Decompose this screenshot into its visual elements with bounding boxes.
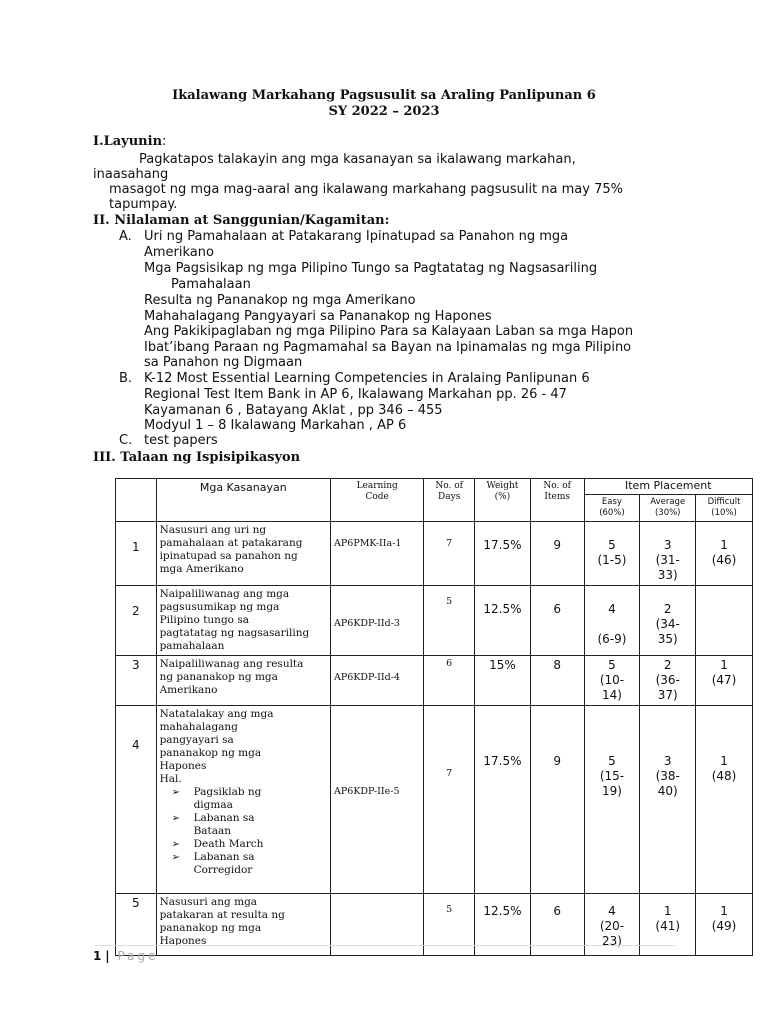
average-line: 35)	[657, 632, 678, 646]
row-days: 5	[424, 894, 475, 956]
row-difficult	[696, 656, 753, 706]
list-label-a: A.	[119, 229, 132, 244]
row-days: 7	[424, 706, 475, 894]
row-difficult	[696, 894, 753, 956]
header-days-line2: Days	[438, 492, 461, 502]
row-number: 4	[116, 706, 157, 894]
average-line: 2	[663, 658, 672, 672]
kasanayan-line: Nasusuri ang mga	[159, 896, 258, 908]
kasanayan-line: pananakop ng mga	[159, 747, 262, 759]
row-items: 9	[530, 522, 584, 586]
row-average	[640, 522, 696, 586]
kasanayan-bullet-item	[172, 851, 327, 877]
bullet-line: Labanan sa	[193, 812, 255, 824]
a-item-2-cont: Pamahalaan	[171, 277, 251, 292]
row-kasanayan	[156, 656, 330, 706]
row-easy	[584, 586, 640, 656]
kasanayan-line: Natatalakay ang mga	[159, 708, 274, 720]
row-easy	[584, 894, 640, 956]
easy-line: 14)	[601, 688, 622, 702]
specification-table	[115, 478, 753, 956]
header-difficult-line1: Difficult	[707, 497, 741, 507]
a-item-2: Mga Pagsisikap ng mga Pilipino Tungo sa Pagtatatag ng Nagsasariling	[144, 261, 598, 276]
easy-line: (20-	[599, 919, 625, 933]
row-number: 2	[116, 586, 157, 656]
arrow-bullet-icon: ➢	[171, 787, 180, 798]
easy-line: 5	[608, 658, 616, 672]
difficult-line: (46)	[711, 553, 737, 567]
arrow-bullet-icon: ➢	[171, 852, 180, 863]
c-item: test papers	[144, 433, 218, 448]
b-item-2: Regional Test Item Bank in AP 6, Ikalawang Markahan pp. 26 - 47	[144, 387, 567, 402]
bullet-line: Bataan	[193, 825, 232, 837]
header-weight-line2: (%)	[494, 492, 511, 502]
layunin-colon: :	[162, 134, 167, 149]
kasanayan-line: Hapones	[159, 935, 207, 947]
bullet-line: Labanan sa	[193, 851, 255, 863]
kasanayan-line: pangyayari sa	[159, 734, 234, 746]
header-no	[116, 479, 157, 522]
kasanayan-line: mahahalagang	[159, 721, 238, 733]
easy-line: 4	[608, 602, 616, 616]
a-item-1: Uri ng Pamahalaan at Patakarang Ipinatupad sa Panahon ng mga	[144, 229, 569, 244]
b-item-3: Kayamanan 6 , Batayang Aklat , pp 346 – 455	[144, 403, 443, 418]
kasanayan-line: Naipaliliwanag ang mga	[159, 588, 290, 600]
header-average-line2: (30%)	[654, 508, 681, 518]
row-average	[640, 586, 696, 656]
row-items: 6	[530, 894, 584, 956]
average-line: 2	[663, 602, 672, 616]
row-average	[640, 706, 696, 894]
average-line: (36-	[655, 673, 680, 687]
kasanayan-line: Hal.	[159, 773, 182, 785]
row-kasanayan	[156, 522, 330, 586]
difficult-line: 1	[720, 538, 728, 552]
arrow-bullet-icon: ➢	[171, 839, 180, 850]
kasanayan-line: pagsusumikap ng mga	[159, 601, 280, 613]
kasanayan-line: pamahalaan	[159, 640, 225, 652]
list-label-b: B.	[119, 371, 133, 386]
header-easy-line1: Easy	[601, 497, 622, 507]
table-row	[116, 522, 753, 586]
header-kasanayan: Mga Kasanayan	[156, 479, 330, 522]
header-average	[640, 495, 696, 522]
easy-line: (15-	[599, 769, 625, 783]
row-number: 3	[116, 656, 157, 706]
average-line: (34-	[655, 617, 680, 631]
row-items: 9	[530, 706, 584, 894]
header-difficult-line2: (10%)	[711, 508, 737, 518]
average-line: 33)	[657, 568, 678, 582]
b-item-4: Modyul 1 – 8 Ikalawang Markahan , AP 6	[144, 418, 407, 433]
kasanayan-bullet-item	[172, 786, 327, 812]
list-label-c: C.	[119, 433, 133, 448]
table-header-row	[116, 479, 753, 495]
b-item-1: K-12 Most Essential Learning Competencies in Aralaing Panlipunan 6	[144, 371, 590, 386]
row-items: 6	[530, 586, 584, 656]
easy-line: 5	[608, 754, 616, 768]
average-line: (31-	[655, 553, 680, 567]
kasanayan-line: Nasusuri ang uri ng	[159, 524, 267, 536]
row-average	[640, 894, 696, 956]
header-easy	[584, 495, 640, 522]
table-row	[116, 706, 753, 894]
page-label: Page	[117, 949, 159, 963]
average-line: 37)	[657, 688, 678, 702]
kasanayan-line: pamahalaan at patakarang	[159, 537, 303, 549]
average-line: 3	[663, 754, 672, 768]
kasanayan-bullet-item	[172, 812, 327, 838]
kasanayan-line: mga Amerikano	[159, 563, 244, 575]
kasanayan-bullet-item	[172, 838, 327, 851]
header-days-line1: No. of	[435, 481, 463, 491]
bullet-line: Death March	[193, 838, 264, 850]
arrow-bullet-icon: ➢	[171, 813, 180, 824]
difficult-line: 1	[720, 904, 728, 918]
row-learning-code	[331, 894, 424, 956]
header-items-line1: No. of	[543, 481, 571, 491]
easy-line: 5	[608, 538, 616, 552]
kasanayan-line: pananakop ng mga	[159, 922, 262, 934]
a-item-3: Resulta ng Pananakop ng mga Amerikano	[144, 293, 416, 308]
difficult-line: 1	[720, 754, 728, 768]
row-weight: 17.5%	[475, 522, 531, 586]
row-weight: 17.5%	[475, 706, 531, 894]
kasanayan-line: Hapones	[159, 760, 207, 772]
difficult-line: (49)	[711, 919, 737, 933]
row-items: 8	[530, 656, 584, 706]
easy-line: 19)	[601, 784, 622, 798]
difficult-line: 1	[720, 658, 728, 672]
easy-line: (10-	[599, 673, 625, 687]
average-line: 1	[663, 904, 672, 918]
bullet-line: Corregidor	[193, 864, 253, 876]
bullet-line: digmaa	[193, 799, 233, 811]
a-item-6: Ibat’ibang Paraan ng Pagmamahal sa Bayan na Ipinamalas ng mga Pilipino	[144, 340, 632, 355]
header-items	[530, 479, 584, 522]
row-easy	[584, 522, 640, 586]
row-learning-code: AP6KDP-IIe-5	[331, 706, 424, 894]
row-weight: 12.5%	[475, 894, 531, 956]
header-items-line2: Items	[544, 492, 571, 502]
easy-line	[588, 617, 637, 632]
header-weight-line1: Weight	[486, 481, 519, 491]
page-number: 1	[93, 949, 102, 963]
difficult-line: (48)	[711, 769, 737, 783]
table-row	[116, 894, 753, 956]
layunin-line-2: inaasahang	[93, 167, 169, 182]
page-separator: |	[105, 949, 110, 963]
page-footer	[93, 949, 158, 963]
header-learning-code-line2: Code	[365, 492, 389, 502]
table-row	[116, 656, 753, 706]
row-difficult	[696, 706, 753, 894]
row-easy	[584, 706, 640, 894]
row-number: 1	[116, 522, 157, 586]
layunin-heading-line	[93, 134, 166, 149]
easy-line: (6-9)	[597, 632, 627, 646]
average-line: (38-	[655, 769, 680, 783]
row-days: 6	[424, 656, 475, 706]
footer-rule	[95, 945, 675, 946]
header-item-placement: Item Placement	[584, 479, 752, 495]
layunin-line-1: Pagkatapos talakayin ang mga kasanayan sa ikalawang markahan,	[139, 152, 576, 167]
row-difficult	[696, 586, 753, 656]
row-number: 5	[116, 894, 157, 956]
difficult-line: (47)	[711, 673, 737, 687]
row-kasanayan	[156, 894, 330, 956]
kasanayan-line: ipinatupad sa panahon ng	[159, 550, 298, 562]
header-average-line1: Average	[650, 497, 686, 507]
table-row	[116, 586, 753, 656]
header-days	[424, 479, 475, 522]
header-easy-line2: (60%)	[599, 508, 625, 518]
row-weight: 15%	[475, 656, 531, 706]
row-learning-code: AP6PMK-IIa-1	[331, 522, 424, 586]
easy-line: (1-5)	[597, 553, 627, 567]
kasanayan-line: pagtatatag ng nagsasariling	[159, 627, 310, 639]
kasanayan-line: Naipaliliwanag ang resulta	[159, 658, 304, 670]
row-average	[640, 656, 696, 706]
easy-line: 4	[608, 904, 616, 918]
layunin-line-4: tapumpay.	[109, 197, 178, 212]
a-item-6-cont: sa Panahon ng Digmaan	[144, 355, 303, 370]
row-days: 5	[424, 586, 475, 656]
average-line: 3	[663, 538, 672, 552]
row-difficult	[696, 522, 753, 586]
row-kasanayan	[156, 586, 330, 656]
a-item-4: Mahahalagang Pangyayari sa Pananakop ng Hapones	[144, 309, 492, 324]
header-learning-code	[331, 479, 424, 522]
header-learning-code-line1: Learning	[356, 481, 398, 491]
bullet-line: Pagsiklab ng	[193, 786, 262, 798]
kasanayan-line: ng pananakop ng mga	[159, 671, 278, 683]
header-weight	[475, 479, 531, 522]
average-line: (41)	[655, 919, 681, 933]
row-learning-code: AP6KDP-IId-4	[331, 656, 424, 706]
kasanayan-line: patakaran at resulta ng	[159, 909, 285, 921]
easy-line: 23)	[601, 934, 622, 948]
talaan-heading: III. Talaan ng Ispisipikasyon	[93, 450, 301, 465]
a-item-5: Ang Pakikipaglaban ng mga Pilipino Para sa Kalayaan Laban sa mga Hapon	[144, 324, 634, 339]
nilalaman-heading: II. Nilalaman at Sanggunian/Kagamitan:	[93, 213, 390, 228]
table-body	[116, 522, 753, 956]
document-title: Ikalawang Markahang Pagsusulit sa Araling Panlipunan 6	[172, 88, 596, 103]
row-weight: 12.5%	[475, 586, 531, 656]
row-kasanayan	[156, 706, 330, 894]
header-difficult	[696, 495, 753, 522]
kasanayan-line: Amerikano	[159, 684, 218, 696]
kasanayan-bullet-list	[160, 786, 327, 877]
average-line: 40)	[657, 784, 678, 798]
layunin-line-3: masagot ng mga mag-aaral ang ikalawang markahang pagsusulit na may 75%	[109, 182, 623, 197]
a-item-1-cont: Amerikano	[144, 245, 214, 260]
row-days: 7	[424, 522, 475, 586]
row-easy	[584, 656, 640, 706]
school-year: SY 2022 – 2023	[328, 104, 440, 119]
row-learning-code: AP6KDP-IId-3	[331, 586, 424, 656]
layunin-heading: I.Layunin	[93, 134, 163, 149]
kasanayan-line: Pilipino tungo sa	[159, 614, 249, 626]
